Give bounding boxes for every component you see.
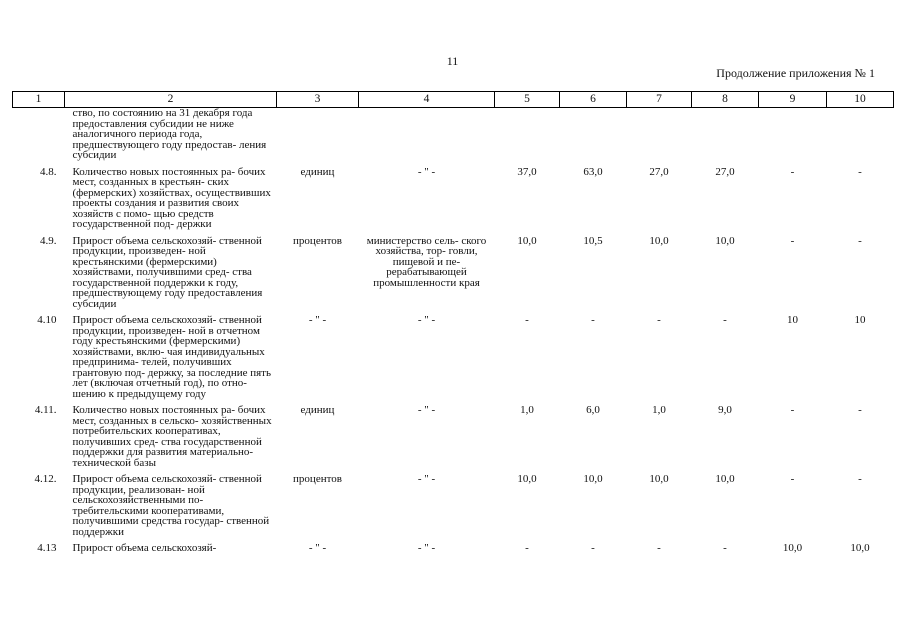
table-row-continuation: [13, 108, 894, 161]
value-cell: -: [790, 404, 795, 416]
value-cell: 27,0: [649, 165, 669, 178]
value-cell: -: [790, 234, 795, 247]
value-cell: 10,0: [782, 542, 803, 554]
table-header: [13, 92, 894, 108]
value-cell: -: [723, 314, 727, 326]
indicator-name: Количество новых постоянных ра- бочих мест, созданных в крестьян- ских (фермерских) хозяйствах, осуществивших проекты создания и развития своих хозяйств с помо- щью средств государственной под- держки: [72, 165, 271, 230]
value-cell: -: [790, 473, 795, 485]
executor-cell: - " -: [417, 542, 436, 554]
table-row: [13, 399, 894, 468]
value-cell: 10,0: [517, 234, 537, 247]
header-row: [13, 92, 894, 108]
value-cell: 6,0: [586, 404, 600, 416]
header-cell: 4: [359, 92, 495, 108]
page-number: 11: [446, 54, 459, 68]
value-cell: 10,0: [715, 473, 735, 485]
indicator-name: Количество новых постоянных ра- бочих мест, созданных в сельско- хозяйственных потребительских кооперативах, получивших сред- ства государственной поддержки для развития материально- технической базы: [72, 404, 272, 469]
value-cell: 10: [854, 314, 866, 326]
unit-cell: - " -: [308, 314, 327, 326]
value-cell: -: [525, 314, 529, 326]
value-cell: 1,0: [652, 404, 666, 416]
header-cell: 10: [827, 92, 894, 108]
value-cell: 10,0: [649, 234, 669, 247]
value-cell: 9,0: [718, 404, 732, 416]
header-cell: 8: [692, 92, 759, 108]
table-row: [13, 309, 894, 399]
value-cell: -: [657, 542, 661, 554]
header-cell: 2: [65, 92, 277, 108]
unit-cell: процентов: [293, 234, 342, 247]
executor-cell: министерство сель- ского хозяйства, тор- говли, пищевой и пе- рерабатывающей промышленности края: [366, 234, 487, 289]
indicator-rows: [13, 161, 894, 554]
value-cell: 10: [787, 314, 798, 326]
value-cell: 10,5: [583, 234, 603, 247]
indicator-name: Прирост объема сельскохозяй- ственной продукции, произведен- ной в отчетном году крестьянскими (фермерскими) хозяйствами, вклю- чая индивидуальных предпринима- телей, получивших грантовую под- держку, за последние пять лет (включая отчетный год), по отно- шению к предыдущему году: [72, 314, 271, 400]
value-cell: -: [525, 542, 529, 554]
row-number: 4.9.: [40, 234, 57, 247]
value-cell: -: [858, 404, 862, 416]
value-cell: 10,0: [583, 473, 603, 485]
value-cell: 10,0: [649, 473, 669, 485]
value-cell: -: [858, 234, 862, 247]
row-number: 4.10: [37, 314, 57, 326]
header-cell: 6: [560, 92, 627, 108]
unit-cell: единиц: [300, 165, 335, 178]
value-cell: -: [591, 542, 595, 554]
row-number: 4.11.: [34, 404, 57, 416]
row-number: 4.12.: [34, 473, 57, 485]
table-row: [13, 161, 894, 230]
row-number: 4.8.: [40, 165, 57, 178]
value-cell: 10,0: [850, 542, 870, 554]
value-cell: 63,0: [583, 165, 603, 178]
executor-cell: - " -: [417, 165, 436, 178]
value-cell: 10,0: [517, 473, 537, 485]
value-cell: -: [858, 473, 862, 485]
value-cell: -: [591, 314, 595, 326]
header-cell: 3: [277, 92, 359, 108]
table-row: [13, 230, 894, 310]
indicators-table: [12, 91, 894, 554]
indicator-name: Прирост объема сельскохозяй- ственной продукции, реализован- ной сельскохозяйственными по- требительскими кооперативами, получившими средства государ- ственной поддержки: [72, 473, 270, 538]
unit-cell: процентов: [293, 473, 342, 485]
indicator-name: Прирост объема сельскохозяй- ственной продукции, произведен- ной крестьянскими (фермерскими) хозяйствами, получившими сред- ства государственной поддержки к году, предшествующему году предоставления субсидии: [72, 234, 263, 310]
executor-cell: - " -: [417, 314, 436, 326]
value-cell: -: [657, 314, 661, 326]
header-cell: 1: [13, 92, 65, 108]
unit-cell: - " -: [308, 542, 327, 554]
table-body: [13, 108, 894, 161]
value-cell: -: [790, 165, 795, 178]
continuation-label: Продолжение приложения № 1: [716, 66, 875, 80]
header-cell: 7: [627, 92, 692, 108]
unit-cell: единиц: [300, 404, 335, 416]
indicator-name: Прирост объема сельскохозяй-: [72, 542, 217, 554]
value-cell: -: [858, 165, 862, 178]
value-cell: 37,0: [517, 165, 537, 178]
value-cell: -: [723, 542, 727, 554]
value-cell: 1,0: [520, 404, 534, 416]
header-cell: 9: [759, 92, 827, 108]
table-row: [13, 468, 894, 537]
row-number: 4.13: [37, 542, 57, 554]
executor-cell: - " -: [417, 473, 436, 485]
value-cell: 27,0: [715, 165, 735, 178]
header-cell: 5: [495, 92, 560, 108]
value-cell: 10,0: [715, 234, 735, 247]
table-row: [13, 537, 894, 554]
continuation-text: ство, по состоянию на 31 декабря года предоставления субсидии не ниже аналогичного периода года, предшествующего году предостав- ления субсидии: [72, 107, 267, 161]
executor-cell: - " -: [417, 404, 436, 416]
